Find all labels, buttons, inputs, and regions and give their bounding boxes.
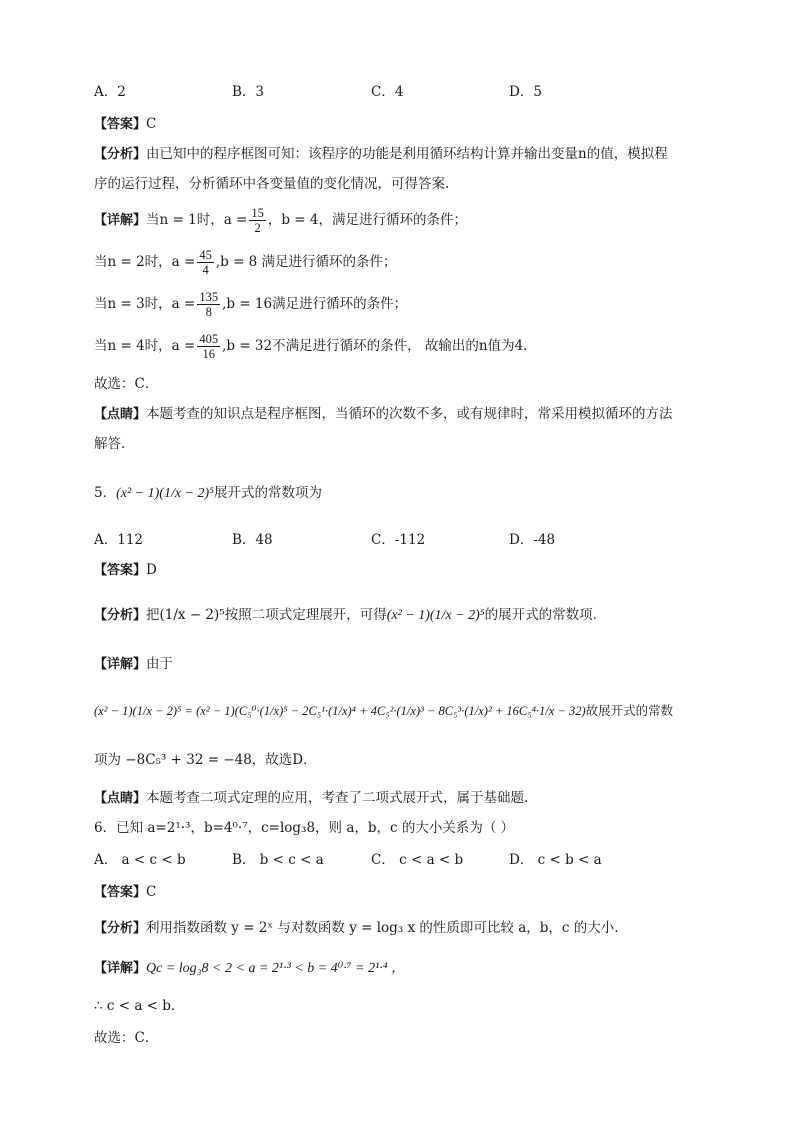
q5-analysis [94,600,606,631]
q6-option-d: D． c < b < a [509,852,602,868]
step-text: ，b = 4，满足进行循环的条件； [267,212,467,228]
math-expression: (x² − 1)(1/x − 2)⁵ [386,608,485,623]
q6-detail [94,958,405,979]
answer-tag: 【答案】 [94,563,147,578]
comment-text: 本题考查的知识点是程序框图，当循环的次数不多，或有规律时，常采用模拟循环的方法 [146,406,673,422]
q5-expansion [94,696,673,726]
q4-detail-step-3 [94,286,407,322]
step-text: 当n = 2时，a = [94,254,196,270]
q4-choose: 故选：C． [94,376,159,392]
answer-tag: 【答案】 [94,117,147,132]
q4-detail-step-2 [94,244,397,280]
comment-tag: 【点睛】 [94,791,147,806]
q5-answer [94,560,157,581]
q5-result: 项为 −8C₅³ + 32 = −48，故选D． [94,752,317,768]
analysis-tag: 【分析】 [94,147,147,162]
q4-detail-step-4 [94,328,537,364]
detail-tag: 【详解】 [94,657,147,672]
fraction [249,206,266,235]
answer-tag: 【答案】 [94,885,147,900]
math-expression: (x² − 1)(1/x − 2)⁵ [116,486,215,501]
q4-comment-line-1 [94,404,673,425]
detail-tag: 【详解】 [94,213,147,228]
fraction-denominator: 16 [202,347,215,361]
q6-choose: 故选：C． [94,1030,159,1046]
q6-option-a: A． a < c < b [94,852,186,868]
q4-comment-line-2: 解答． [94,436,135,452]
analysis-text: 把(1/x − 2)⁵按照二项式定理展开，可得 [146,607,387,623]
answer-value: C [146,884,157,900]
detail-text: 由于 [146,656,174,672]
detail-tag: 【详解】 [94,961,147,976]
q4-answer [94,114,156,135]
q6-answer [94,882,156,903]
fraction [197,290,220,319]
q5-option-d: D．-48 [509,532,556,548]
q4-analysis-line-2: 序的运行过程，分析循环中各变量值的变化情况，可得答案． [94,176,459,192]
question-number: 5． [94,485,117,501]
step-text: ,b = 8 满足进行循环的条件； [215,254,397,270]
q6-option-b: B． b < c < a [232,852,324,868]
analysis-tag: 【分析】 [94,608,147,623]
fraction-denominator: 8 [205,305,212,319]
q5-option-b: B．48 [232,532,273,548]
fraction-numerator: 135 [199,290,219,304]
question-text: 展开式的常数项为 [214,485,323,501]
fraction-denominator: 2 [254,221,261,235]
analysis-text: 的展开式的常数项． [484,607,607,623]
q6-analysis [94,918,619,939]
comment-tag: 【点睛】 [94,407,147,422]
q5-stem [94,478,322,509]
q4-option-a: A．2 [94,84,126,100]
q4-detail-step-1 [94,202,467,239]
step-text: 当n = 4时，a = [94,338,196,354]
step-text: ,b = 32不满足进行循环的条件， 故输出的n值为4． [222,338,537,354]
analysis-tag: 【分析】 [94,921,147,936]
analysis-text: 由已知中的程序框图可知：该程序的功能是利用循环结构计算并输出变量n的值，模拟程 [146,146,668,162]
q5-comment [94,788,528,809]
analysis-text: 利用指数函数 y = 2ˣ 与对数函数 y = log₃ x 的性质即可比较 a，b，c 的大小. [146,920,619,936]
fraction [197,332,220,361]
q6-therefore: ∴ c < a < b． [94,998,185,1014]
q4-option-b: B．3 [232,84,265,100]
q4-analysis-line-1 [94,144,668,165]
step-text: 当n = 1时，a = [146,212,248,228]
q5-detail [94,654,173,675]
fraction-numerator: 405 [199,332,219,346]
answer-value: C [146,116,157,132]
q6-stem: 6．已知 a=2¹·³，b=4⁰·⁷，c=log₃8，则 a，b，c 的大小关系为（ ） [94,820,515,836]
step-text: 当n = 3时，a = [94,296,196,312]
detail-text: 故展开式的常数 [585,703,674,718]
fraction [197,248,214,277]
q5-option-a: A．112 [94,532,144,548]
q5-option-c: C．-112 [371,532,426,548]
q4-option-c: C．4 [371,84,404,100]
step-text: ,b = 16满足进行循环的条件； [222,296,408,312]
fraction-numerator: 15 [251,206,264,220]
comment-text: 本题考查二项式定理的应用，考查了二项式展开式，属于基础题. [146,790,529,806]
q6-option-c: C． c < a < b [371,852,464,868]
math-expression: (x² − 1)(1/x − 2)⁵ = (x² − 1)(C₅⁰·(1/x)⁵ − 2C₅¹·(1/x)⁴ + 4C₅²·(1/x)³ − 8C₅³·(1/x)² + 16C₅⁴·1/x − 32) [94,704,586,718]
math-expression: Qc = log₃8 < 2 < a = 2¹·³ < b = 4⁰·⁷ = 2¹·⁴ ， [146,961,406,976]
fraction-numerator: 45 [199,248,212,262]
answer-value: D [146,562,157,578]
fraction-denominator: 4 [202,263,209,277]
q4-option-d: D．5 [509,84,542,100]
